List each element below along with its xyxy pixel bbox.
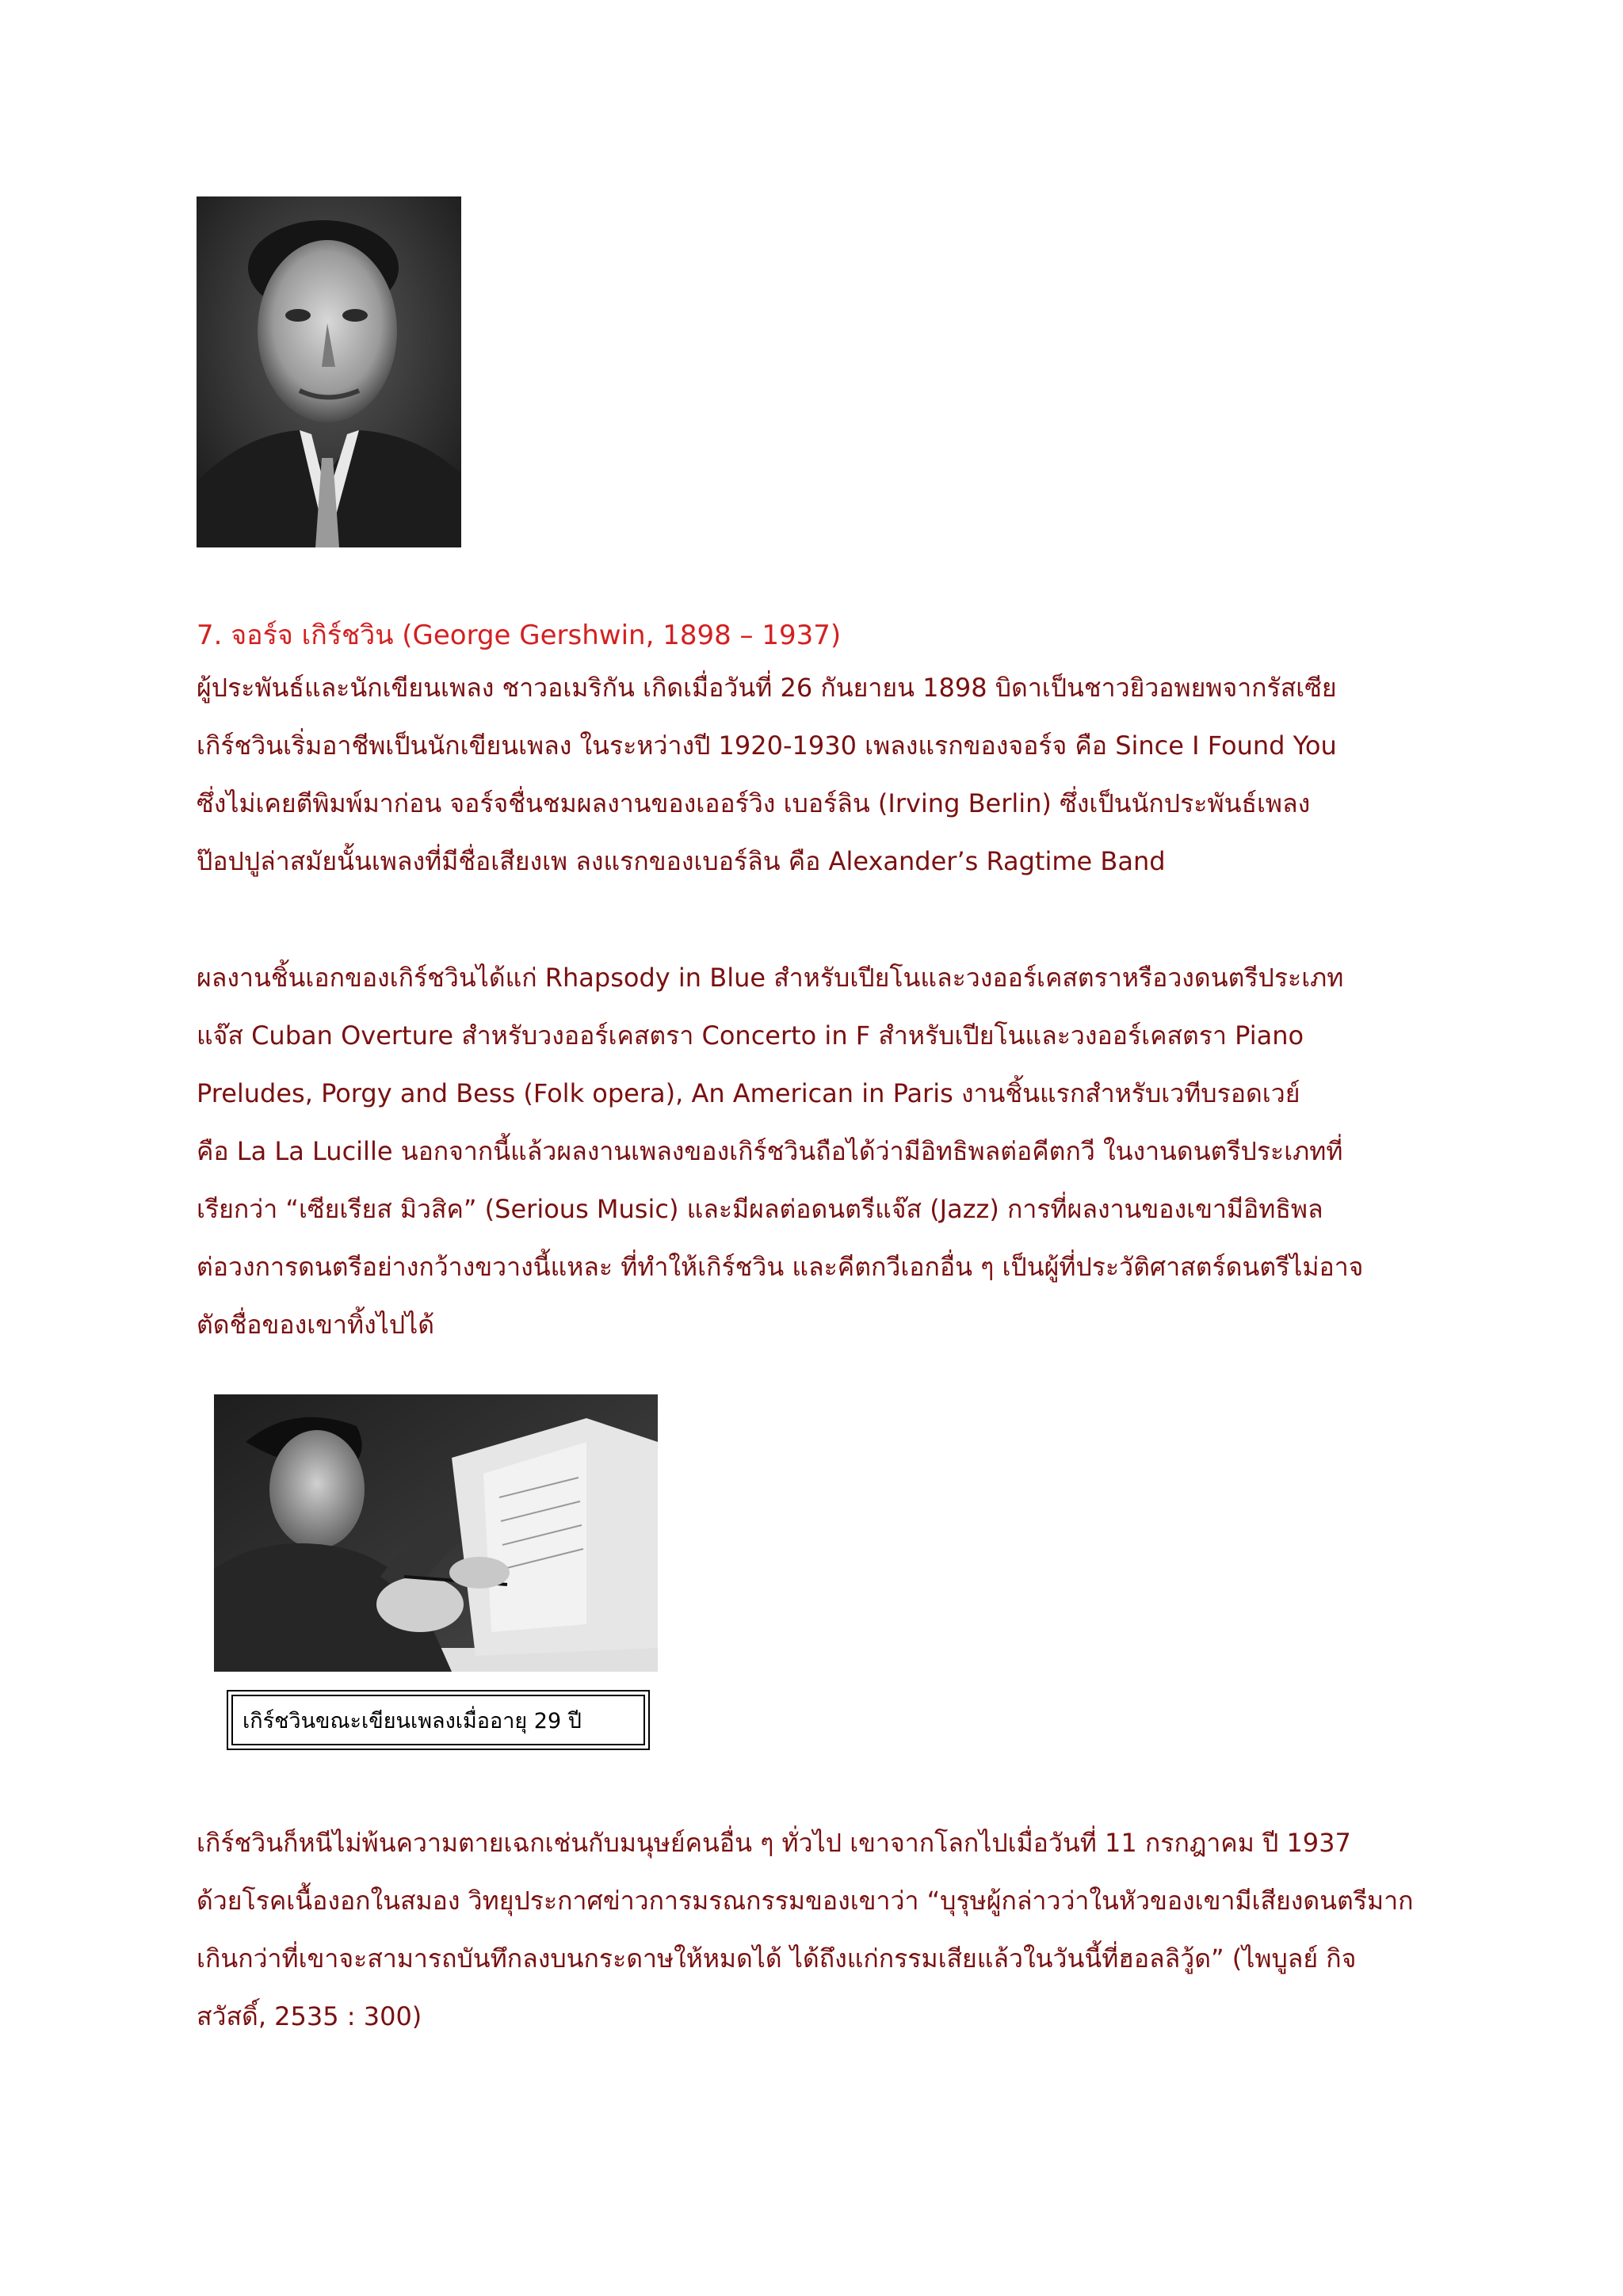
gershwin-composing-photo (214, 1394, 658, 1672)
paragraph-works (197, 949, 1426, 1354)
paragraph-death (197, 1814, 1426, 2046)
photo-caption: เกิร์ชวินขณะเขียนเพลงเมื่ออายุ 29 ปี (231, 1695, 645, 1745)
text-line: ต่อวงการดนตรีอย่างกว้างขวางนี้แหละ ที่ทำให้เกิร์ชวิน และคีตกวีเอกอื่น ๆ เป็นผู้ที่ประวัติศาสตร์ดนตรีไม่อาจ (197, 1252, 1364, 1282)
text-line: ผู้ประพันธ์และนักเขียนเพลง ชาวอเมริกัน เกิดเมื่อวันที่ 26 กันยายน 1898 บิดาเป็นชาวยิวอพยพจากรัสเซีย (197, 673, 1337, 703)
text-line: เกิร์ชวินก็หนีไม่พ้นความตายเฉกเช่นกับมนุษย์คนอื่น ๆ ทั่วไป เขาจากโลกไปเมื่อวันที่ 11 กรกฎาคม ปี 1937 (197, 1828, 1351, 1858)
text-line: เรียกว่า “เซียเรียส มิวสิค” (Serious Music) และมีผลต่อดนตรีแจ๊ส (Jazz) การที่ผลงานของเขามีอิทธิพล (197, 1194, 1323, 1224)
paragraph-biography (197, 659, 1426, 891)
text-line: แจ๊ส Cuban Overture สำหรับวงออร์เคสตรา Concerto in F สำหรับเปียโนและวงออร์เคสตรา Piano (197, 1020, 1304, 1051)
text-line: เกิร์ชวินเริ่มอาชีพเป็นนักเขียนเพลง ในระหว่างปี 1920-1930 เพลงแรกของจอร์จ คือ Since I Found You (197, 730, 1337, 761)
text-line: ด้วยโรคเนื้องอกในสมอง วิทยุประกาศข่าวการมรณกรรมของเขาว่า “บุรุษผู้กล่าวว่าในหัวของเขามีเสียงดนตรีมาก (197, 1886, 1414, 1916)
text-line: ซึ่งไม่เคยตีพิมพ์มาก่อน จอร์จชื่นชมผลงานของเออร์วิง เบอร์ลิน (Irving Berlin) ซึ่งเป็นนักประพันธ์เพลง (197, 788, 1311, 818)
text-line: ผลงานชิ้นเอกของเกิร์ชวินได้แก่ Rhapsody in Blue สำหรับเปียโนและวงออร์เคสตราหรือวงดนตรีประเภท (197, 963, 1344, 993)
section-heading: 7. จอร์จ เกิร์ชวิน (George Gershwin, 1898 – 1937) (197, 620, 842, 651)
text-line: สวัสดิ์, 2535 : 300) (197, 2001, 422, 2031)
text-line: คือ La La Lucille นอกจากนี้แล้วผลงานเพลงของเกิร์ชวินถือได้ว่ามีอิทธิพลต่อคีตกวี ในงานดนตรีประเภทที่ (197, 1136, 1343, 1166)
text-line: เกินกว่าที่เขาจะสามารถบันทึกลงบนกระดาษให้หมดได้ ได้ถึงแก่กรรมเสียแล้วในวันนี้ที่ฮอลลิวู้ด” (ไพบูลย์ กิจ (197, 1943, 1357, 1974)
photo-caption-box (227, 1690, 650, 1750)
text-line: ตัดชื่อของเขาทิ้งไปได้ (197, 1310, 434, 1340)
text-line: Preludes, Porgy and Bess (Folk opera), An American in Paris งานชิ้นแรกสำหรับเวทีบรอดเวย์ (197, 1078, 1300, 1108)
text-line: ป๊อปปูล่าสมัยนั้นเพลงที่มีชื่อเสียงเพ ลงแรกของเบอร์ลิน คือ Alexander’s Ragtime Band (197, 846, 1166, 876)
gershwin-portrait-photo (197, 196, 461, 547)
